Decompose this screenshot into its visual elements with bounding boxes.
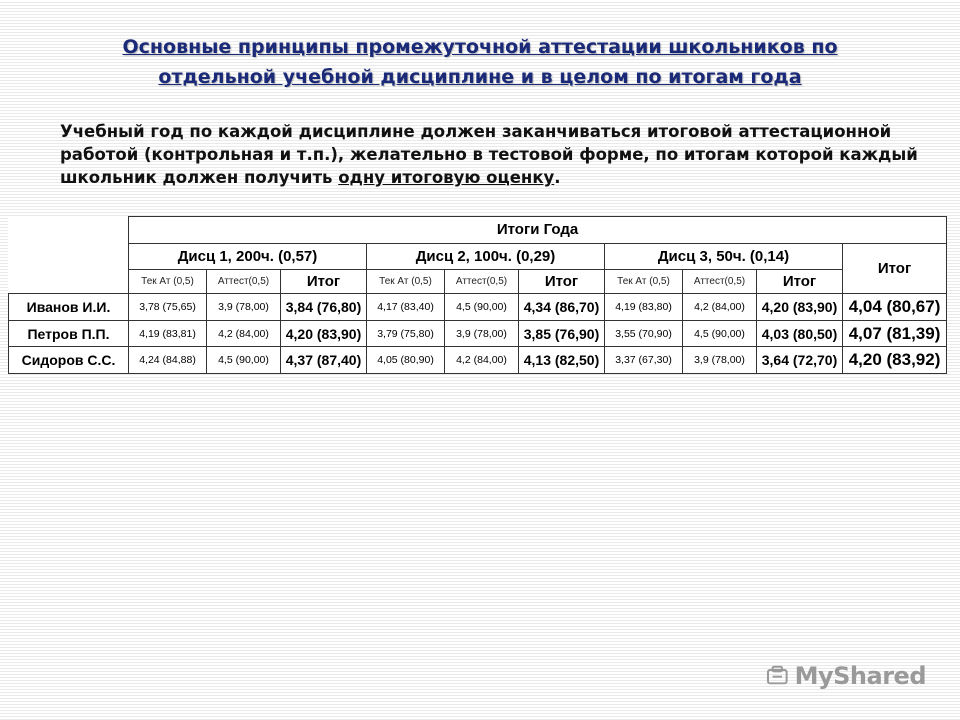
grade-total-cell: 3,85 (76,90)	[519, 320, 605, 347]
grade-cell: 4,5 (90,00)	[445, 294, 519, 321]
grade-cell: 4,24 (84,88)	[129, 347, 207, 374]
grade-cell: 4,19 (83,81)	[129, 320, 207, 347]
grade-cell: 3,79 (75,80)	[367, 320, 445, 347]
grade-total-cell: 4,34 (86,70)	[519, 294, 605, 321]
sub-header-current: Тек Ат (0,5)	[129, 270, 207, 294]
sub-header-attest: Аттест(0,5)	[683, 270, 757, 294]
sub-header-current: Тек Ат (0,5)	[605, 270, 683, 294]
grade-total-cell: 4,03 (80,50)	[757, 320, 843, 347]
corner-cell	[9, 217, 129, 244]
grade-cell: 4,5 (90,00)	[207, 347, 281, 374]
grade-total-cell: 4,20 (83,90)	[757, 294, 843, 321]
grade-cell: 4,17 (83,40)	[367, 294, 445, 321]
discipline-header-2: Дисц 2, 100ч. (0,29)	[367, 243, 605, 270]
sub-header-total: Итог	[757, 270, 843, 294]
grade-cell: 4,2 (84,00)	[683, 294, 757, 321]
student-name: Сидоров С.С.	[9, 347, 129, 374]
intro-paragraph-underlined: одну итоговую оценку	[338, 168, 555, 187]
grade-total-cell: 4,13 (82,50)	[519, 347, 605, 374]
grade-cell: 4,05 (80,90)	[367, 347, 445, 374]
student-name: Иванов И.И.	[9, 294, 129, 321]
grade-cell: 4,5 (90,00)	[683, 320, 757, 347]
grade-total-cell: 4,37 (87,40)	[281, 347, 367, 374]
table-row	[9, 320, 947, 347]
year-total-cell: 4,04 (80,67)	[843, 294, 947, 321]
sub-header-total: Итог	[281, 270, 367, 294]
intro-paragraph-text: Учебный год по каждой дисциплине должен заканчиваться итоговой аттестационной работой (контрольная и т.п.), желательно в тестовой форме, по итогам которой каждый школьник должен получить	[60, 122, 918, 187]
myshared-logo-icon	[766, 659, 789, 693]
slide-title-line-2: отдельной учебной дисциплине и в целом по итогам года	[158, 66, 802, 88]
grades-table	[8, 216, 947, 374]
student-name: Петров П.П.	[9, 320, 129, 347]
intro-paragraph-end: .	[554, 168, 561, 187]
grade-total-cell: 3,64 (72,70)	[757, 347, 843, 374]
grade-cell: 3,55 (70,90)	[605, 320, 683, 347]
discipline-header-1: Дисц 1, 200ч. (0,57)	[129, 243, 367, 270]
corner-cell	[9, 243, 129, 270]
sub-header-current: Тек Ат (0,5)	[367, 270, 445, 294]
grade-cell: 3,9 (78,00)	[683, 347, 757, 374]
overall-total-header: Итог	[843, 243, 947, 294]
grade-cell: 3,37 (67,30)	[605, 347, 683, 374]
myshared-logo-text: MyShared	[794, 662, 926, 690]
year-total-cell: 4,07 (81,39)	[843, 320, 947, 347]
grades-table-container	[8, 216, 946, 374]
slide-title	[40, 32, 920, 92]
year-total-cell: 4,20 (83,92)	[843, 347, 947, 374]
corner-cell	[9, 270, 129, 294]
myshared-watermark[interactable]	[766, 656, 926, 696]
discipline-header-3: Дисц 3, 50ч. (0,14)	[605, 243, 843, 270]
table-top-header: Итоги Года	[129, 217, 947, 244]
grade-cell: 4,19 (83,80)	[605, 294, 683, 321]
grade-cell: 3,9 (78,00)	[207, 294, 281, 321]
sub-header-total: Итог	[519, 270, 605, 294]
grade-cell: 4,2 (84,00)	[207, 320, 281, 347]
table-row	[9, 347, 947, 374]
intro-paragraph	[60, 120, 920, 189]
grade-cell: 4,2 (84,00)	[445, 347, 519, 374]
slide-title-line-1: Основные принципы промежуточной аттестации школьников по	[122, 36, 838, 58]
table-row	[9, 294, 947, 321]
grade-cell: 3,78 (75,65)	[129, 294, 207, 321]
grade-total-cell: 4,20 (83,90)	[281, 320, 367, 347]
grade-total-cell: 3,84 (76,80)	[281, 294, 367, 321]
grade-cell: 3,9 (78,00)	[445, 320, 519, 347]
sub-header-attest: Аттест(0,5)	[445, 270, 519, 294]
sub-header-attest: Аттест(0,5)	[207, 270, 281, 294]
